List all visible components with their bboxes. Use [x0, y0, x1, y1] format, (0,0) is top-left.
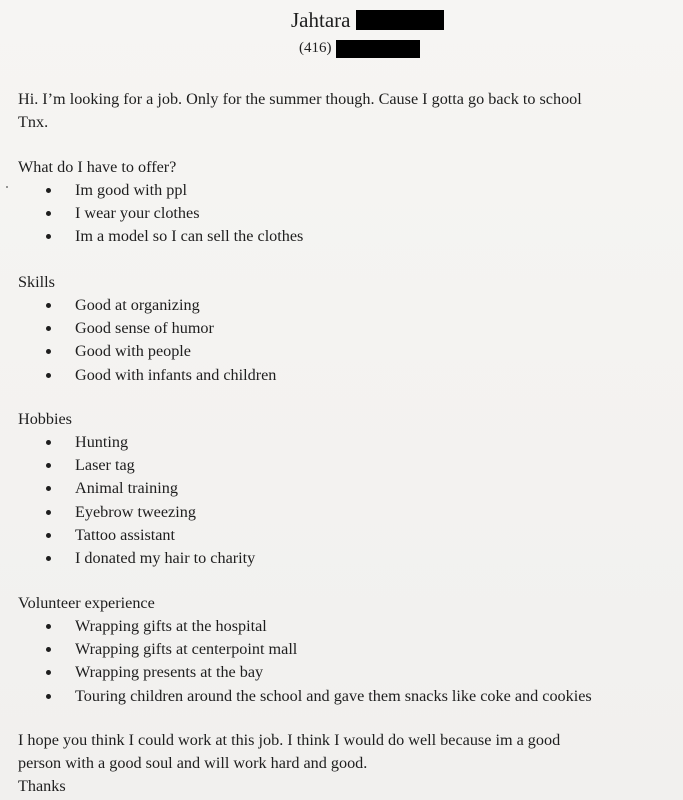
offer-heading: What do I have to offer? [18, 158, 177, 176]
bullet-icon [46, 533, 51, 538]
bullet-icon [46, 486, 51, 491]
closing-paragraph [18, 729, 683, 799]
list-item: Hunting [0, 431, 683, 454]
closing-line-1: I hope you think I could work at this job. I think I would do well because im a good [18, 731, 561, 749]
bullet-icon [46, 440, 51, 445]
intro-line-1: Hi. I’m looking for a job. Only for the summer though. Cause I gotta go back to school [18, 90, 582, 108]
redacted-phone-number [336, 40, 420, 58]
bullet-icon [46, 234, 51, 239]
bullet-icon [46, 188, 51, 193]
bullet-icon [46, 694, 51, 699]
offer-list [0, 179, 683, 249]
applicant-name: Jahtara [291, 8, 351, 32]
bullet-icon [46, 463, 51, 468]
hobbies-heading: Hobbies [18, 410, 72, 428]
bullet-icon [46, 670, 51, 675]
list-item: Good at organizing [0, 294, 683, 317]
list-item: Touring children around the school and gave them snacks like coke and cookies [0, 685, 683, 708]
list-item: Eyebrow tweezing [0, 501, 683, 524]
intro-line-2: Tnx. [18, 113, 49, 132]
list-item: Good with people [0, 340, 683, 363]
bullet-icon [46, 647, 51, 652]
list-item: I donated my hair to charity [0, 547, 683, 570]
volunteer-heading: Volunteer experience [18, 594, 155, 612]
skills-heading: Skills [18, 273, 55, 291]
signoff: Thanks [18, 777, 66, 796]
list-item: Wrapping presents at the bay [0, 661, 683, 684]
bullet-icon [46, 624, 51, 629]
list-item: Good with infants and children [0, 364, 683, 387]
list-item: Animal training [0, 477, 683, 500]
bullet-icon [46, 349, 51, 354]
volunteer-list [0, 615, 683, 708]
list-item: Tattoo assistant [0, 524, 683, 547]
bullet-icon [46, 211, 51, 216]
intro-paragraph [18, 88, 683, 134]
skills-list [0, 294, 683, 387]
bullet-icon [46, 303, 51, 308]
bullet-icon [46, 510, 51, 515]
phone-area-code: (416) [299, 40, 332, 56]
list-item: Wrapping gifts at centerpoint mall [0, 638, 683, 661]
list-item: Wrapping gifts at the hospital [0, 615, 683, 638]
list-item: Im a model so I can sell the clothes [0, 225, 683, 248]
list-item: Im good with ppl [0, 179, 683, 202]
list-item: Laser tag [0, 454, 683, 477]
phone-line [299, 38, 420, 58]
redacted-surname [356, 10, 444, 30]
bullet-icon [46, 326, 51, 331]
list-item: Good sense of humor [0, 317, 683, 340]
closing-line-2: person with a good soul and will work hard and good. [18, 754, 368, 773]
name-line [291, 6, 444, 34]
bullet-icon [46, 556, 51, 561]
bullet-icon [46, 373, 51, 378]
hobbies-list [0, 431, 683, 570]
list-item: I wear your clothes [0, 202, 683, 225]
